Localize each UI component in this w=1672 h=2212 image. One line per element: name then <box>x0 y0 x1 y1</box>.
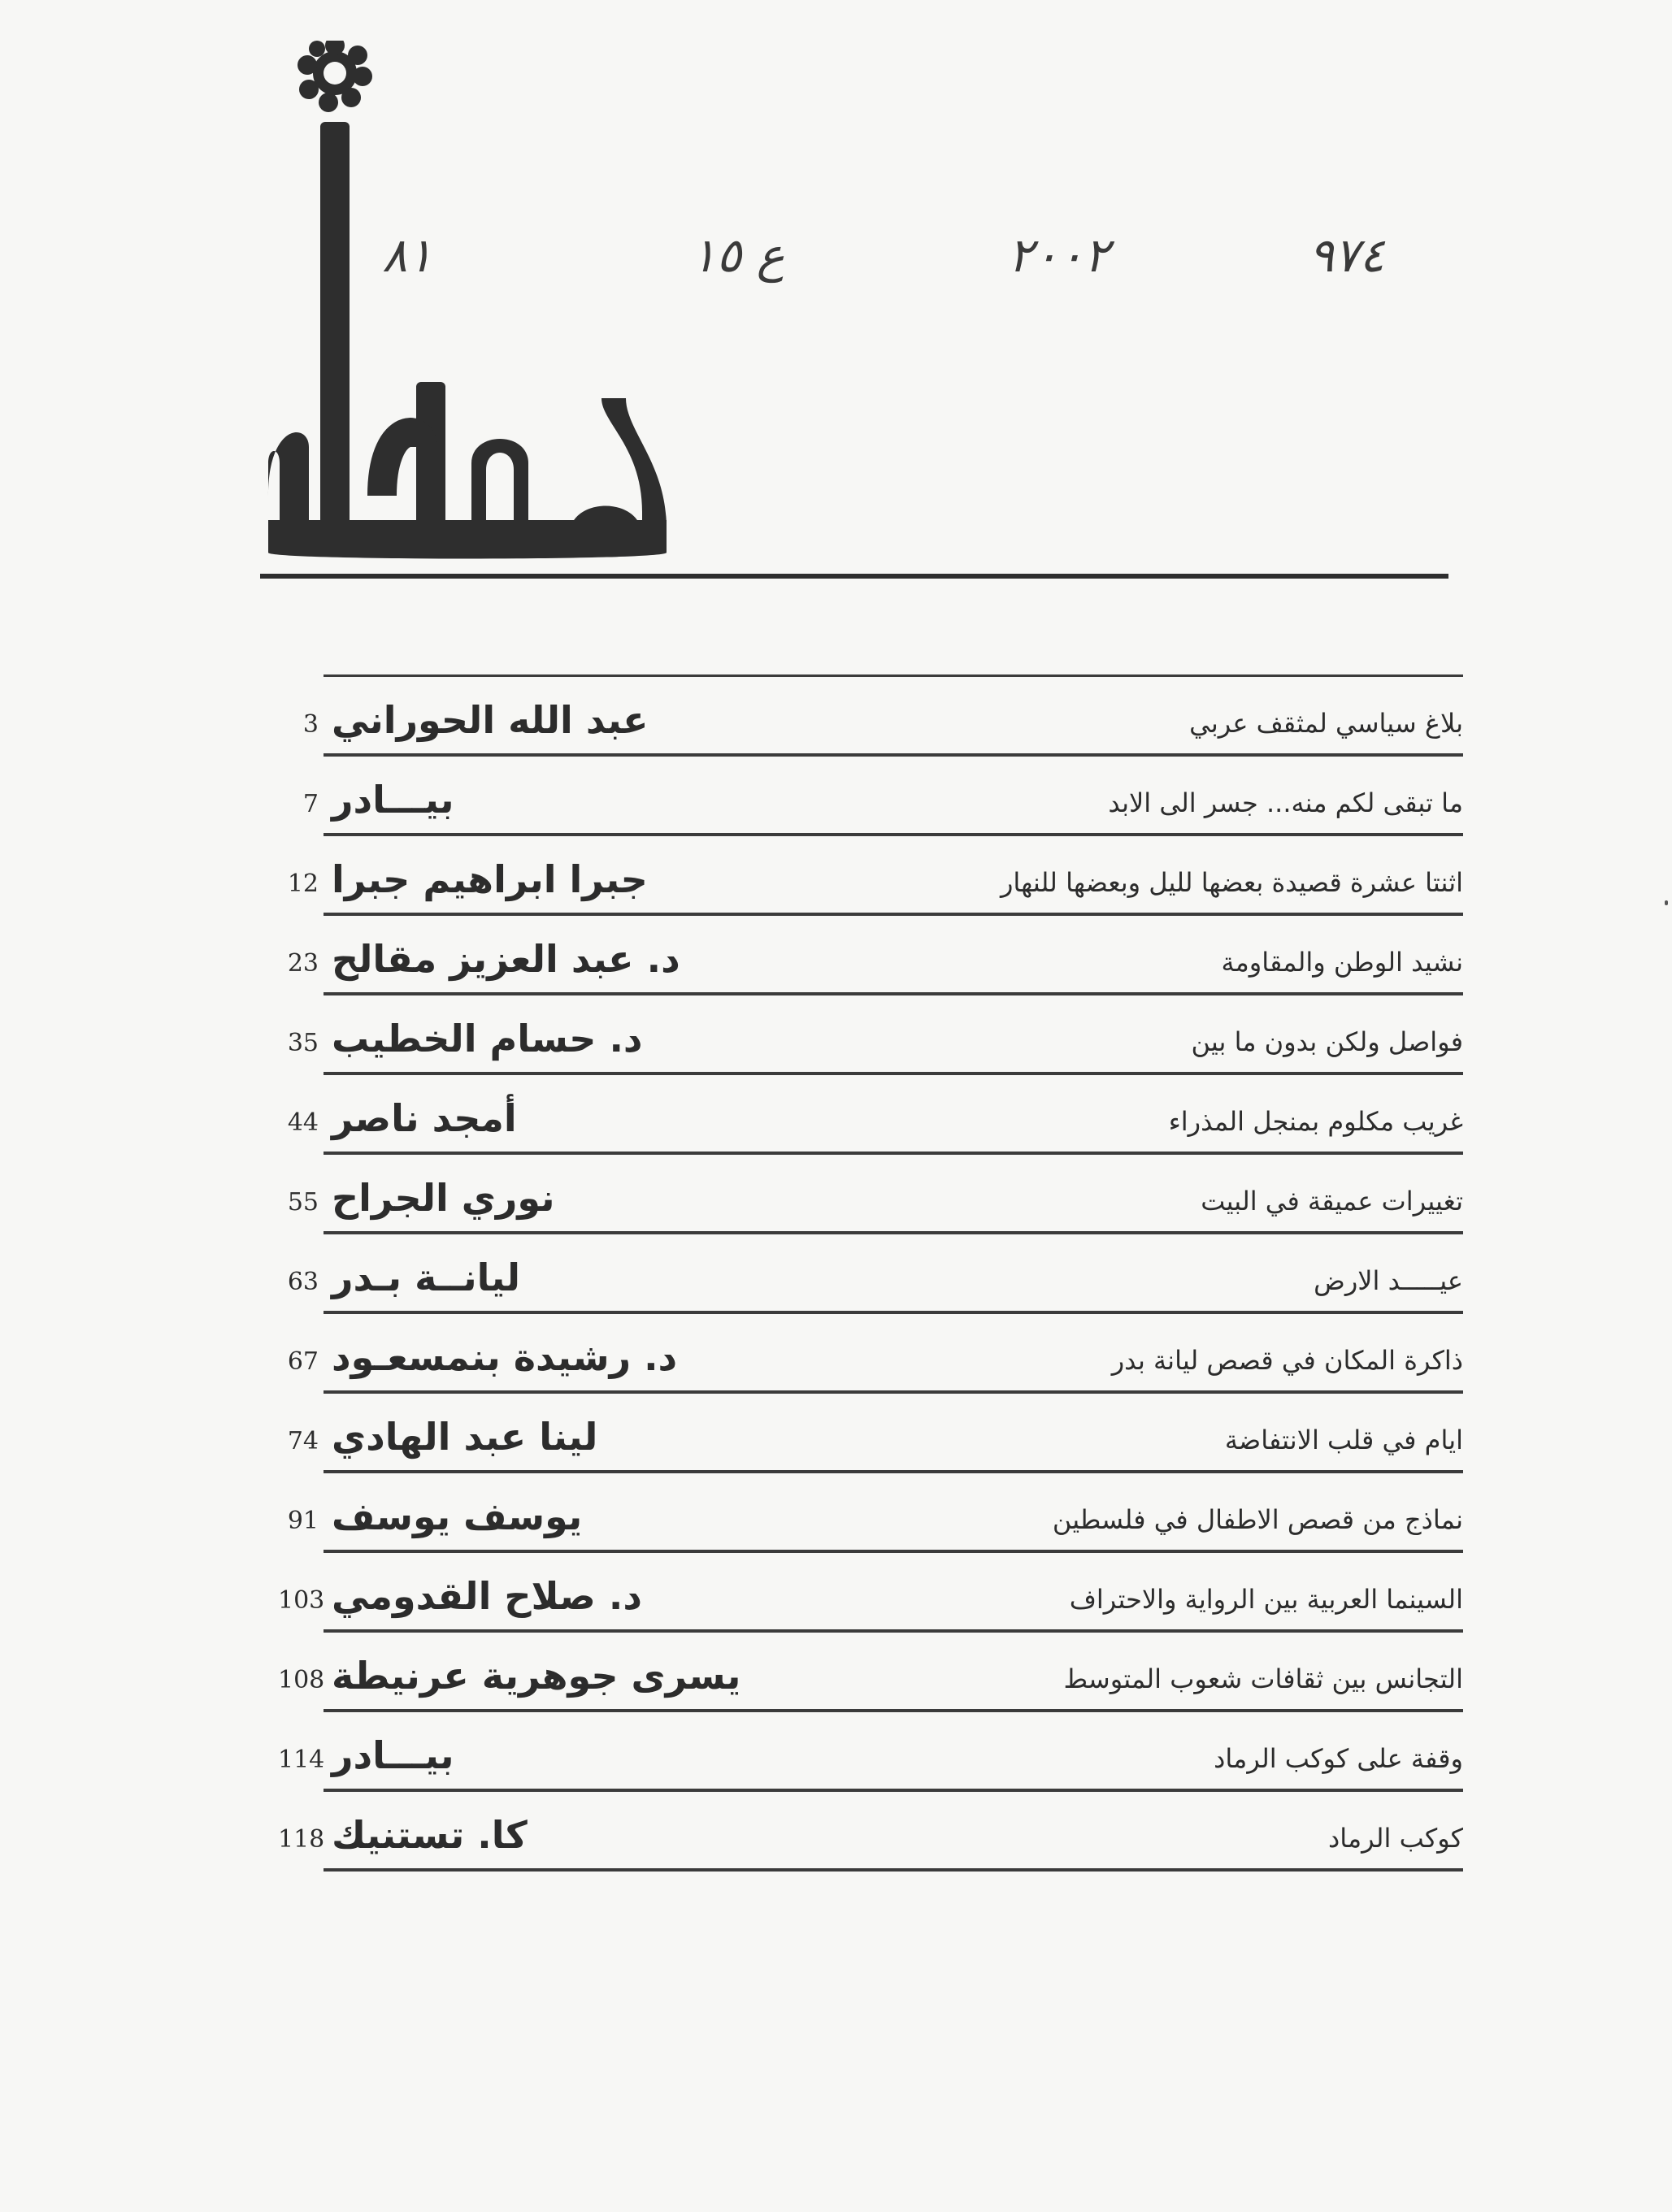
toc-entry-page: 35 <box>287 1029 319 1057</box>
toc-entry <box>287 916 1463 995</box>
magazine-logo <box>260 41 683 577</box>
toc-entry <box>287 836 1463 916</box>
table-of-contents <box>278 674 1463 1872</box>
toc-entry <box>287 1394 1463 1473</box>
toc-entry-author: د. رشيدة بنمسعـود <box>332 1335 678 1379</box>
toc-entry <box>287 995 1463 1075</box>
toc-entry <box>287 1314 1463 1394</box>
scan-speck <box>1665 900 1668 905</box>
toc-entry-author: د. حسام الخطيب <box>332 1017 643 1060</box>
toc-entry-page: 44 <box>287 1108 319 1137</box>
toc-entry-title: وقفة على كوكب الرماد <box>1214 1743 1463 1774</box>
toc-entry-author: لينا عبد الهادي <box>332 1415 598 1459</box>
toc-entry-author: ليانــة بـدر <box>332 1256 520 1299</box>
handwritten-note <box>366 219 1439 293</box>
toc-entry <box>287 1473 1463 1553</box>
toc-entry-title: كوكب الرماد <box>1327 1823 1463 1854</box>
toc-entry-author: نوري الجراح <box>332 1176 555 1220</box>
handnote-segment: ٨١ <box>382 228 433 283</box>
toc-entry-author: جبرا ابراهيم جبرا <box>332 857 648 901</box>
toc-entry-title: غريب مكلوم بمنجل المذراء <box>1168 1106 1463 1137</box>
toc-entry-page: 114 <box>278 1746 325 1774</box>
toc-entry-author: د. صلاح القدومي <box>332 1574 642 1618</box>
toc-entry-author: بيـــادر <box>332 1733 454 1777</box>
toc-entry-page: 7 <box>302 790 319 818</box>
toc-entry-page: 23 <box>287 949 319 978</box>
toc-entry-page: 67 <box>287 1347 319 1376</box>
toc-entry-page: 118 <box>278 1825 325 1854</box>
toc-entry <box>287 1155 1463 1234</box>
toc-entry-title: عيـــــد الارض <box>1314 1265 1463 1296</box>
toc-entry-title: نشيد الوطن والمقاومة <box>1221 947 1463 978</box>
toc-entry-page: 63 <box>287 1268 319 1296</box>
toc-entry-page: 55 <box>287 1188 319 1217</box>
toc-entry-title: نماذج من قصص الاطفال في فلسطين <box>1052 1504 1463 1535</box>
toc-entry-page: 103 <box>278 1586 325 1615</box>
toc-entry-page: 12 <box>287 870 319 898</box>
toc-entry-author: يسرى جوهرية عرنيطة <box>332 1654 741 1698</box>
toc-entry-title: فواصل ولكن بدون ما بين <box>1191 1026 1463 1057</box>
toc-entry-title: التجانس بين ثقافات شعوب المتوسط <box>1063 1663 1463 1694</box>
masthead-divider <box>260 574 1448 579</box>
toc-entry-page: 74 <box>287 1427 319 1455</box>
toc-entry <box>278 1712 1463 1792</box>
toc-entry-title: ايام في قلب الانتفاضة <box>1224 1425 1463 1455</box>
toc-entry-page: 91 <box>287 1507 319 1535</box>
toc-entry-author: عبد الله الحوراني <box>332 698 649 742</box>
toc-entry-title: ذاكرة المكان في قصص ليانة بدر <box>1111 1345 1463 1376</box>
toc-entry-title: تغييرات عميقة في البيت <box>1201 1186 1463 1217</box>
handnote-segment: ع ١٥ <box>691 228 785 283</box>
toc-entry-page: 108 <box>278 1666 325 1694</box>
toc-entry-author: د. عبد العزيز مقالح <box>332 937 680 981</box>
toc-entry-title: اثنتا عشرة قصيدة بعضها لليل وبعضها للنهار <box>1000 867 1463 898</box>
toc-entry-author: بيـــادر <box>332 778 454 822</box>
handnote-segment: ٩٧٤ <box>1309 228 1385 283</box>
toc-entry-title: بلاغ سياسي لمثقف عربي <box>1189 708 1463 739</box>
toc-entry-author: أمجد ناصر <box>332 1096 517 1140</box>
toc-entry <box>278 1633 1463 1712</box>
logo-graphic <box>260 41 683 577</box>
handnote-segment: ٢٠٠٢ <box>1008 228 1110 283</box>
toc-entry-title: ما تبقى لكم منه... جسر الى الابد <box>1108 787 1463 818</box>
toc-entry-author: يوسف يوسف <box>332 1494 583 1538</box>
toc-entry <box>302 757 1463 836</box>
toc-entry <box>278 1553 1463 1633</box>
toc-entry <box>287 1075 1463 1155</box>
toc-entry-title: السينما العربية بين الرواية والاحتراف <box>1069 1584 1463 1615</box>
toc-entry <box>302 677 1463 757</box>
toc-entry <box>287 1234 1463 1314</box>
toc-entry-author: كا. تستنيك <box>332 1813 528 1857</box>
toc-entry-page: 3 <box>302 710 319 739</box>
toc-entry <box>278 1792 1463 1872</box>
